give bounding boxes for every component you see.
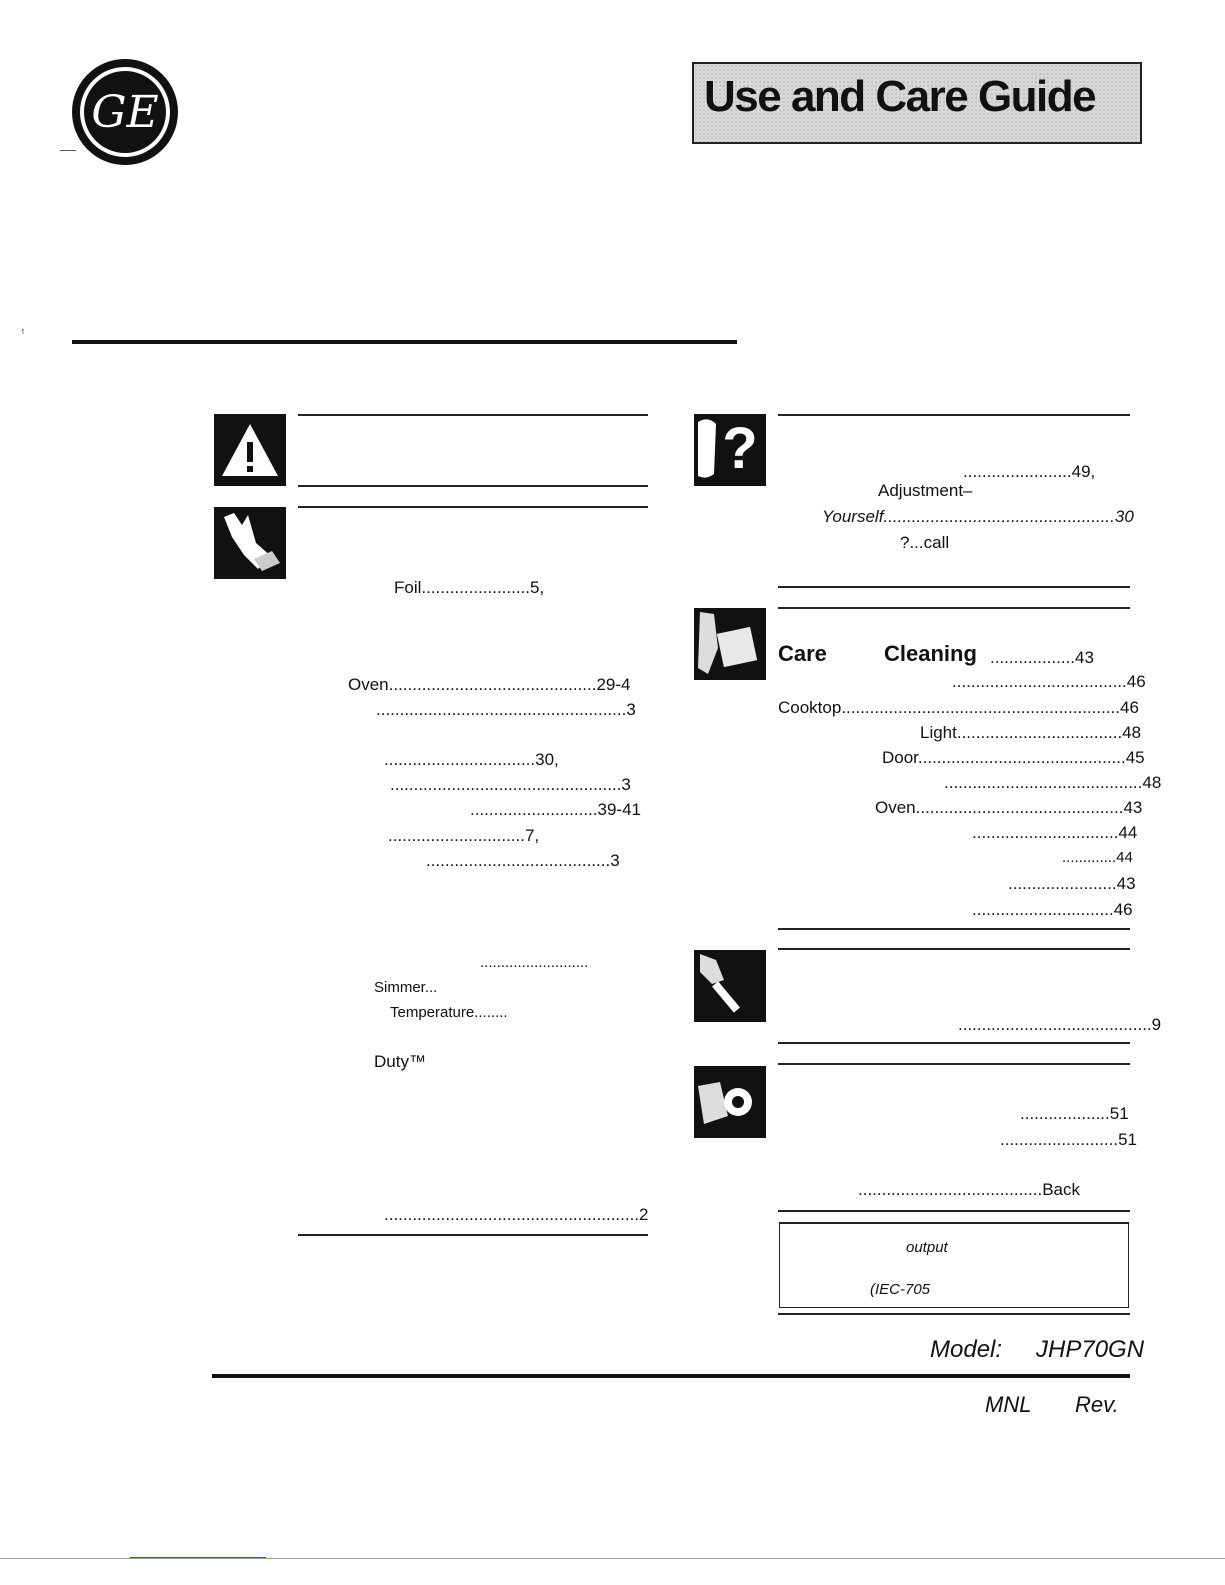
right-rule-2 (778, 586, 1130, 588)
toc-entry: .......................43 (1008, 874, 1136, 893)
toc-entry: ................................30, (384, 750, 559, 769)
banner-title: Use and Care Guide (704, 72, 1096, 121)
toc-entry: ...........................39-41 (470, 800, 642, 819)
toc-entry: .............................7, (388, 826, 540, 845)
toc-entry: Yourself.................................................30 (822, 507, 1134, 526)
right-rule-9 (778, 1313, 1130, 1315)
screwdriver-icon (694, 950, 766, 1022)
bottom-rule (212, 1374, 1130, 1378)
care-title-b: Cleaning (884, 641, 977, 666)
toc-entry: Foil.......................5, (394, 578, 545, 597)
box-line-1: output (906, 1239, 948, 1256)
toc-entry: Oven............................................43 (875, 798, 1143, 817)
toc-entry: Temperature........ (390, 1004, 508, 1021)
link-underline (130, 1557, 266, 1558)
page-edge-line (0, 1558, 1225, 1559)
toc-entry: ...................51 (1020, 1104, 1129, 1123)
left-rule-4 (298, 1234, 648, 1236)
footer-mnl: MNL (985, 1392, 1032, 1417)
toc-entry: Cooktop...........................................................46 (778, 698, 1139, 717)
model-label: Model: (930, 1336, 1003, 1363)
install-entry: .........................................9 (958, 1015, 1162, 1034)
toc-entry: .......................49, (963, 462, 1096, 481)
stray-mark: ᵗ (22, 328, 25, 339)
toc-entry: ..........................................48 (944, 773, 1162, 792)
right-rule-6 (778, 1042, 1130, 1044)
care-title-page: ..................43 (990, 648, 1094, 667)
toc-entry: ..............................46 (972, 900, 1133, 919)
right-rule-1 (778, 414, 1130, 416)
sponge-cleaning-icon (694, 608, 766, 680)
footer-rev: Rev. (1075, 1392, 1119, 1417)
right-rule-7 (778, 1063, 1130, 1065)
left-rule-2 (298, 485, 648, 487)
right-rule-4 (778, 928, 1130, 930)
toc-entry: .....................................46 (952, 672, 1146, 691)
toc-entry: Adjustment– (878, 481, 973, 500)
toc-entry: Door............................................45 (882, 748, 1145, 767)
left-rule-3 (298, 506, 648, 508)
care-title-a: Care (778, 641, 827, 666)
question-icon (694, 414, 766, 486)
toc-entry: .........................51 (1000, 1130, 1137, 1149)
toc-entry: Duty™ (374, 1052, 426, 1071)
logo-text: GE (91, 87, 159, 138)
power-output-box (779, 1222, 1129, 1308)
toc-entry: Simmer... (374, 979, 438, 996)
ge-logo (70, 57, 180, 167)
toc-entry: Light...................................48 (920, 723, 1142, 742)
toc-entry: ?...call (900, 533, 950, 552)
toc-entry: .......................... (480, 954, 589, 971)
toc-entry: .................................................3 (390, 775, 631, 794)
toc-entry: Oven............................................29-4 (348, 675, 631, 694)
right-rule-8 (778, 1210, 1130, 1212)
title-banner (692, 62, 1142, 144)
toc-entry: .....................................................3 (376, 700, 636, 719)
toc-entry: .............44 (1062, 849, 1133, 866)
svg-text:?: ? (722, 416, 758, 481)
main-rule (72, 340, 737, 344)
model-number: JHP70GN (1036, 1336, 1145, 1363)
left-rule-1 (298, 414, 648, 416)
logo-underline (60, 150, 76, 151)
right-rule-3 (778, 607, 1130, 609)
warning-icon (214, 414, 286, 486)
toc-entry: .......................................Back (858, 1180, 1080, 1199)
toc-entry: .......................................3 (426, 851, 620, 870)
box-line-2: (IEC-705 (870, 1281, 931, 1298)
hand-press-icon (214, 507, 286, 579)
toc-entry: ......................................................2 (384, 1205, 649, 1224)
plug-icon (694, 1066, 766, 1138)
right-rule-5 (778, 948, 1130, 950)
toc-entry: ...............................44 (972, 823, 1138, 842)
